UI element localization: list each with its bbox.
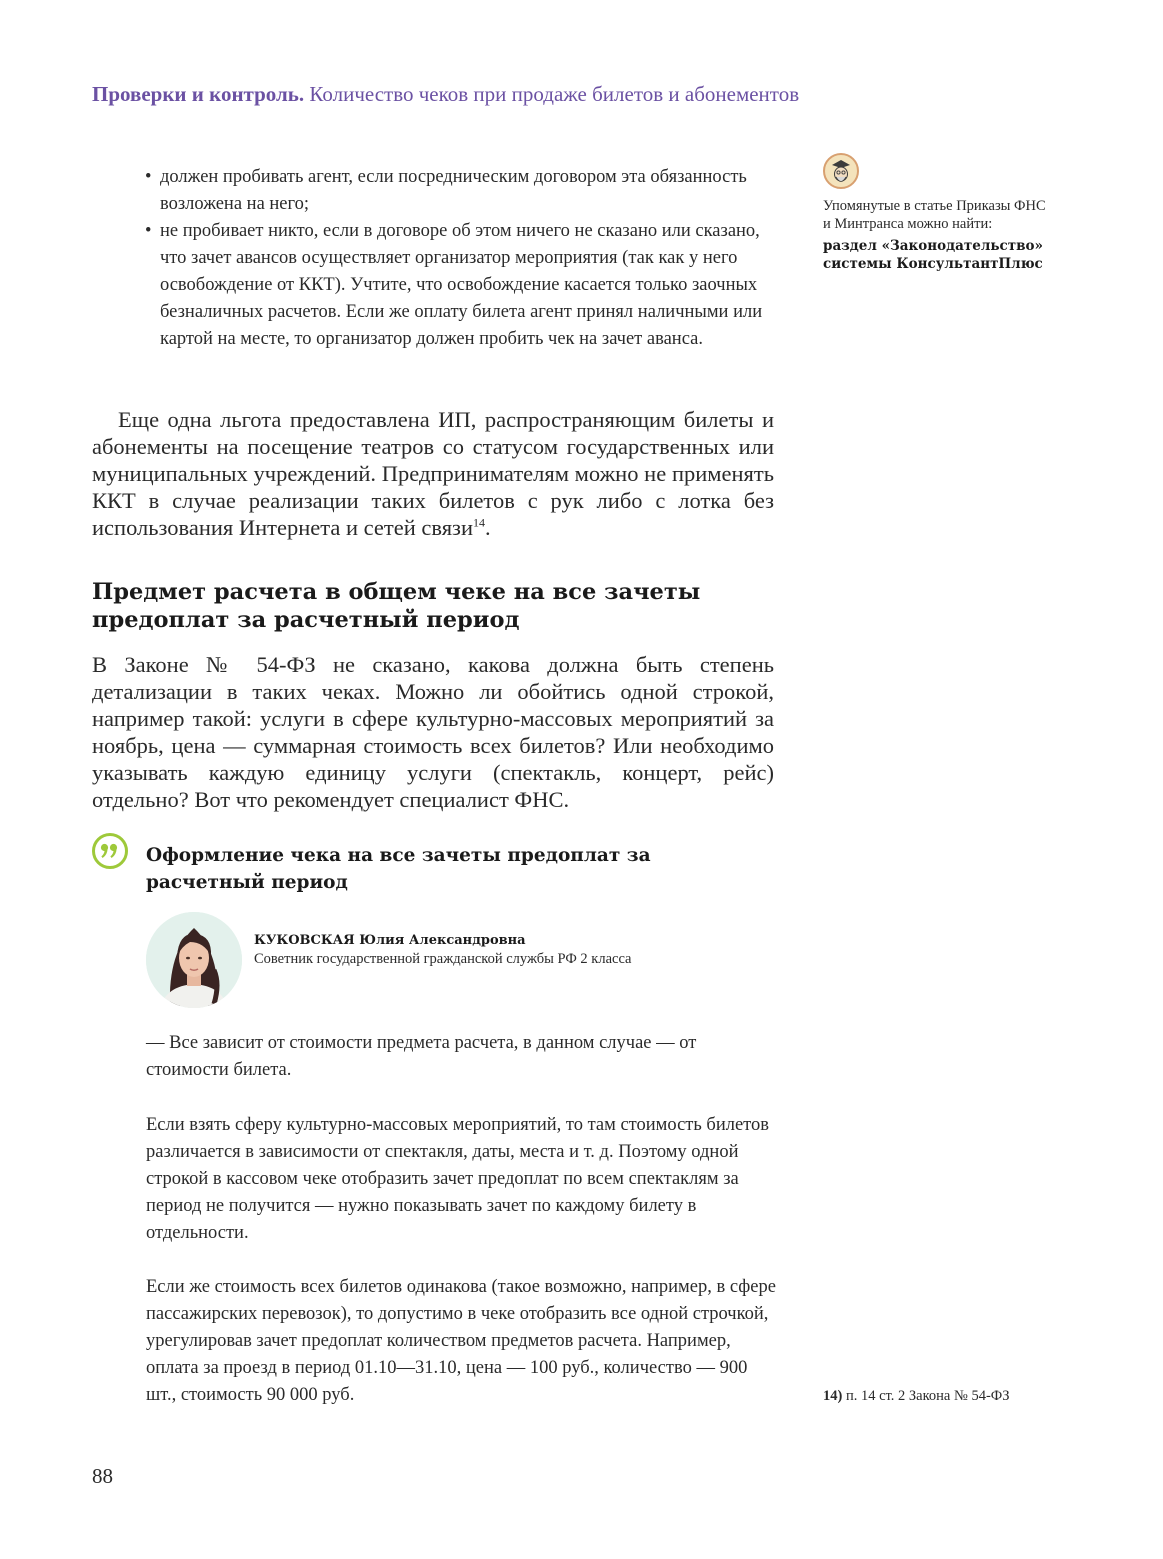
paragraph-ip-benefit-text: Еще одна льгота предоставлена ИП, распространяющим билеты и абонементы на посещение театров со статусом государственных или муниципальных учреждений. Предпринимателям можно не применять ККТ в случае реализации таких билетов с рук либо с лотка без использования Интернета и сетей связи — [92, 407, 774, 540]
footnote — [823, 1387, 1083, 1405]
professor-icon — [823, 153, 859, 189]
paragraph-ip-benefit-end: . — [484, 515, 491, 540]
expert-name: КУКОВСКАЯ Юлия Александровна — [254, 933, 526, 948]
running-head-section: Проверки и контроль. — [92, 82, 305, 106]
expert-position: Советник государственной гражданской службы РФ 2 класса — [254, 951, 632, 967]
footnote-reference[interactable]: 14 — [472, 515, 485, 530]
quote-icon — [92, 833, 128, 869]
expert-block-title: Оформление чека на все зачеты предоплат за расчетный период — [146, 845, 651, 893]
sidebar-note: Упомянутые в статье Приказы ФНС и Минтранса можно найти: — [823, 198, 1046, 232]
expert-avatar — [146, 912, 242, 1008]
running-head-title: Количество чеков при продаже билетов и абонементов — [309, 82, 800, 106]
section-heading: Предмет расчета в общем чеке на все зачеты предоплат за расчетный период — [92, 579, 701, 633]
bullet-item: • должен пробивать агент, если посредническим договором эта обязанность возложена на него; — [145, 164, 775, 218]
expert-answer-3: Если же стоимость всех билетов одинакова (такое возможно, например, в сфере пассажирских перевозок), то допустимо в чеке отобразить все одной строчкой, урегулировав зачет предоплат количеством предметов расчета. Например, оплата за проезд в период 01.10—31.10, цена — 100 руб., количество — 900 шт., стоимость 90 000 руб. — [146, 1277, 776, 1405]
page-number: 88 — [92, 1464, 113, 1488]
footnote-number: 14) — [823, 1388, 843, 1404]
expert-answer-2: Если взять сферу культурно-массовых мероприятий, то там стоимость билетов различается в зависимости от спектакля, даты, места и т. д. Поэтому одной строкой в кассовом чеке отобразить зачет предоплат по всем спектаклям за период не получится — нужно показывать зачет по каждому билету в отдельности. — [146, 1115, 770, 1243]
bullet-item: • не пробивает никто, если в договоре об этом ничего не сказано или сказано, что зачет авансов осуществляет организатор мероприятия (так как у него освобождение от ККТ). Учтите, что освобождение касается только заочных безналичных расчетов. Если же оплату билета агент принял наличными или картой на месте, то организатор должен пробить чек на зачет аванса. — [145, 218, 775, 353]
footnote-text: п. 14 ст. 2 Закона № 54-ФЗ — [845, 1388, 1010, 1404]
paragraph-ip-benefit — [92, 406, 774, 541]
expert-answer-1: — Все зависит от стоимости предмета расчета, в данном случае — от стоимости билета. — [146, 1033, 697, 1080]
running-head — [92, 82, 1092, 107]
paragraph-law-detail: В Законе № 54-ФЗ не сказано, какова должна быть степень детализации в таких чеках. Можно ли обойтись одной строкой, например такой: услуги в сфере культурно-массовых мероприятий за ноябрь, цена — суммарная стоимость всех билетов? Или необходимо указывать каждую единицу услуги (спектакль, концерт, рейс) отдельно? Вот что рекомендует специалист ФНС. — [92, 652, 774, 812]
bullet-list — [145, 164, 775, 353]
sidebar-note-link: раздел «Законодательство» системы КонсультантПлюс — [823, 238, 1043, 272]
